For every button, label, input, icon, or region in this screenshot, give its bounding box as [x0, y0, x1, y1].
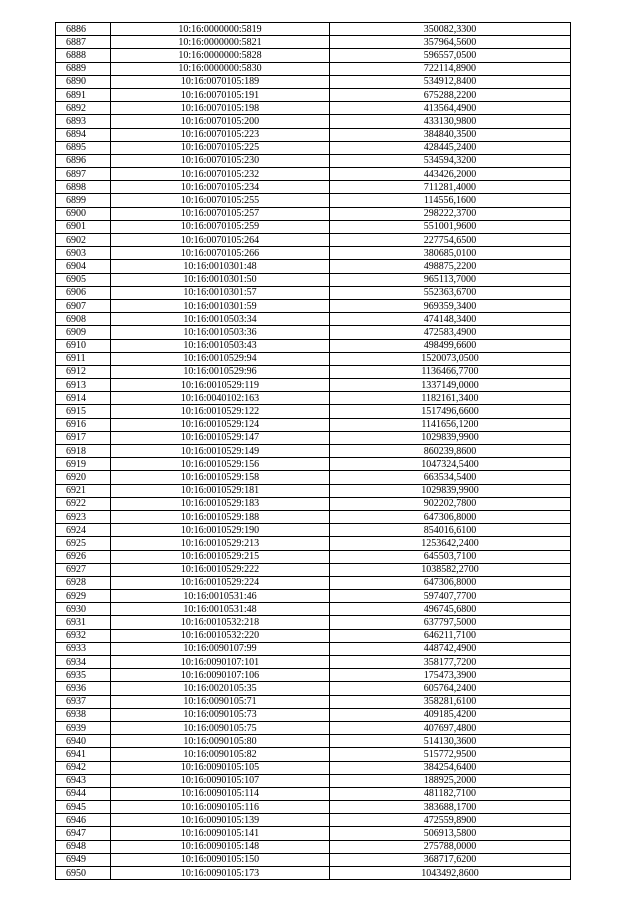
cadastral-number-cell: 10:16:0010529:158 [111, 471, 330, 484]
row-number-cell: 6917 [56, 431, 111, 444]
table-row [56, 708, 571, 721]
row-number-cell: 6934 [56, 656, 111, 669]
row-number-cell: 6910 [56, 339, 111, 352]
row-number-cell: 6915 [56, 405, 111, 418]
cadastral-number-cell: 10:16:0010529:215 [111, 550, 330, 563]
table-row [56, 827, 571, 840]
cadastral-number-cell: 10:16:0010301:57 [111, 286, 330, 299]
cadastral-number-cell: 10:16:0070105:259 [111, 220, 330, 233]
cadastral-number-cell: 10:16:0010529:213 [111, 537, 330, 550]
cadastral-value-cell: 514130,3600 [330, 735, 571, 748]
row-number-cell: 6900 [56, 207, 111, 220]
cadastral-number-cell: 10:16:0020105:35 [111, 682, 330, 695]
cadastral-value-cell: 383688,1700 [330, 801, 571, 814]
table-row [56, 510, 571, 523]
cadastral-number-cell: 10:16:0070105:223 [111, 128, 330, 141]
row-number-cell: 6940 [56, 735, 111, 748]
table-row [56, 642, 571, 655]
table-row [56, 840, 571, 853]
row-number-cell: 6947 [56, 827, 111, 840]
row-number-cell: 6895 [56, 141, 111, 154]
table-row [56, 75, 571, 88]
cadastral-number-cell: 10:16:0090105:116 [111, 801, 330, 814]
cadastral-number-cell: 10:16:0090105:141 [111, 827, 330, 840]
row-number-cell: 6888 [56, 49, 111, 62]
row-number-cell: 6898 [56, 181, 111, 194]
cadastral-number-cell: 10:16:0090105:71 [111, 695, 330, 708]
cadastral-value-cell: 368717,6200 [330, 853, 571, 866]
cadastral-value-cell: 474148,3400 [330, 313, 571, 326]
cadastral-number-cell: 10:16:0090105:107 [111, 774, 330, 787]
cadastral-value-table [55, 22, 571, 880]
table-row [56, 787, 571, 800]
cadastral-value-cell: 605764,2400 [330, 682, 571, 695]
cadastral-value-cell: 596557,0500 [330, 49, 571, 62]
row-number-cell: 6925 [56, 537, 111, 550]
cadastral-number-cell: 10:16:0010529:224 [111, 576, 330, 589]
cadastral-number-cell: 10:16:0070105:225 [111, 141, 330, 154]
cadastral-value-cell: 380685,0100 [330, 247, 571, 260]
cadastral-value-cell: 188925,2000 [330, 774, 571, 787]
row-number-cell: 6949 [56, 853, 111, 866]
table-row [56, 352, 571, 365]
table-row [56, 669, 571, 682]
cadastral-number-cell: 10:16:0090105:139 [111, 814, 330, 827]
cadastral-number-cell: 10:16:0070105:230 [111, 154, 330, 167]
table-row [56, 484, 571, 497]
cadastral-number-cell: 10:16:0010529:156 [111, 458, 330, 471]
table-row [56, 102, 571, 115]
row-number-cell: 6932 [56, 629, 111, 642]
row-number-cell: 6945 [56, 801, 111, 814]
table-row [56, 62, 571, 75]
cadastral-value-cell: 384840,3500 [330, 128, 571, 141]
cadastral-value-cell: 1517496,6600 [330, 405, 571, 418]
table-row [56, 286, 571, 299]
table-row [56, 273, 571, 286]
cadastral-value-cell: 534912,8400 [330, 75, 571, 88]
cadastral-value-cell: 647306,8000 [330, 576, 571, 589]
table-row [56, 497, 571, 510]
table-row [56, 405, 571, 418]
row-number-cell: 6935 [56, 669, 111, 682]
table-row [56, 721, 571, 734]
table-row [56, 247, 571, 260]
row-number-cell: 6891 [56, 88, 111, 101]
row-number-cell: 6897 [56, 168, 111, 181]
row-number-cell: 6892 [56, 102, 111, 115]
cadastral-value-cell: 1141656,1200 [330, 418, 571, 431]
cadastral-number-cell: 10:16:0000000:5821 [111, 36, 330, 49]
cadastral-number-cell: 10:16:0010301:50 [111, 273, 330, 286]
cadastral-value-cell: 496745,6800 [330, 603, 571, 616]
table-row [56, 682, 571, 695]
table-row [56, 418, 571, 431]
row-number-cell: 6912 [56, 365, 111, 378]
cadastral-number-cell: 10:16:0010529:222 [111, 563, 330, 576]
cadastral-number-cell: 10:16:0070105:198 [111, 102, 330, 115]
cadastral-value-cell: 472583,4900 [330, 326, 571, 339]
cadastral-number-cell: 10:16:0010529:183 [111, 497, 330, 510]
table-row [56, 801, 571, 814]
row-number-cell: 6909 [56, 326, 111, 339]
cadastral-value-cell: 1047324,5400 [330, 458, 571, 471]
table-row [56, 115, 571, 128]
table-row [56, 471, 571, 484]
row-number-cell: 6918 [56, 445, 111, 458]
cadastral-value-cell: 506913,5800 [330, 827, 571, 840]
table-row [56, 431, 571, 444]
row-number-cell: 6942 [56, 761, 111, 774]
table-row [56, 326, 571, 339]
cadastral-number-cell: 10:16:0090107:106 [111, 669, 330, 682]
cadastral-value-cell: 860239,8600 [330, 445, 571, 458]
row-number-cell: 6938 [56, 708, 111, 721]
cadastral-value-cell: 1253642,2400 [330, 537, 571, 550]
cadastral-value-cell: 227754,6500 [330, 234, 571, 247]
cadastral-value-cell: 597407,7700 [330, 590, 571, 603]
table-row [56, 576, 571, 589]
cadastral-value-cell: 969359,3400 [330, 299, 571, 312]
cadastral-number-cell: 10:16:0090107:99 [111, 642, 330, 655]
table-row [56, 656, 571, 669]
cadastral-value-cell: 645503,7100 [330, 550, 571, 563]
table-row [56, 616, 571, 629]
row-number-cell: 6919 [56, 458, 111, 471]
row-number-cell: 6921 [56, 484, 111, 497]
cadastral-number-cell: 10:16:0010531:48 [111, 603, 330, 616]
cadastral-value-cell: 1038582,2700 [330, 563, 571, 576]
table-row [56, 339, 571, 352]
table-row [56, 748, 571, 761]
cadastral-value-cell: 481182,7100 [330, 787, 571, 800]
table-row [56, 36, 571, 49]
cadastral-value-cell: 407697,4800 [330, 721, 571, 734]
table-row [56, 537, 571, 550]
cadastral-value-cell: 722114,8900 [330, 62, 571, 75]
table-row [56, 867, 571, 880]
row-number-cell: 6923 [56, 510, 111, 523]
row-number-cell: 6904 [56, 260, 111, 273]
cadastral-value-cell: 515772,9500 [330, 748, 571, 761]
cadastral-number-cell: 10:16:0010529:147 [111, 431, 330, 444]
table-row [56, 392, 571, 405]
row-number-cell: 6905 [56, 273, 111, 286]
cadastral-number-cell: 10:16:0070105:232 [111, 168, 330, 181]
table-row [56, 194, 571, 207]
cadastral-number-cell: 10:16:0070105:255 [111, 194, 330, 207]
row-number-cell: 6944 [56, 787, 111, 800]
row-number-cell: 6926 [56, 550, 111, 563]
row-number-cell: 6929 [56, 590, 111, 603]
cadastral-number-cell: 10:16:0010529:94 [111, 352, 330, 365]
cadastral-number-cell: 10:16:0090105:75 [111, 721, 330, 734]
row-number-cell: 6928 [56, 576, 111, 589]
cadastral-number-cell: 10:16:0010529:124 [111, 418, 330, 431]
cadastral-value-cell: 409185,4200 [330, 708, 571, 721]
cadastral-value-cell: 498875,2200 [330, 260, 571, 273]
row-number-cell: 6950 [56, 867, 111, 880]
cadastral-number-cell: 10:16:0070105:264 [111, 234, 330, 247]
row-number-cell: 6946 [56, 814, 111, 827]
cadastral-number-cell: 10:16:0010529:119 [111, 379, 330, 392]
cadastral-number-cell: 10:16:0010301:59 [111, 299, 330, 312]
cadastral-number-cell: 10:16:0090105:73 [111, 708, 330, 721]
cadastral-value-cell: 1182161,3400 [330, 392, 571, 405]
row-number-cell: 6922 [56, 497, 111, 510]
table-row [56, 774, 571, 787]
cadastral-number-cell: 10:16:0010503:43 [111, 339, 330, 352]
row-number-cell: 6936 [56, 682, 111, 695]
cadastral-number-cell: 10:16:0010529:122 [111, 405, 330, 418]
cadastral-number-cell: 10:16:0090105:173 [111, 867, 330, 880]
cadastral-number-cell: 10:16:0000000:5828 [111, 49, 330, 62]
cadastral-number-cell: 10:16:0000000:5819 [111, 23, 330, 36]
cadastral-number-cell: 10:16:0010532:218 [111, 616, 330, 629]
cadastral-number-cell: 10:16:0090105:150 [111, 853, 330, 866]
cadastral-value-cell: 175473,3900 [330, 669, 571, 682]
table-row [56, 23, 571, 36]
cadastral-value-cell: 1029839,9900 [330, 431, 571, 444]
row-number-cell: 6902 [56, 234, 111, 247]
cadastral-value-cell: 854016,6100 [330, 524, 571, 537]
cadastral-number-cell: 10:16:0010529:149 [111, 445, 330, 458]
row-number-cell: 6899 [56, 194, 111, 207]
cadastral-value-cell: 358281,6100 [330, 695, 571, 708]
cadastral-value-cell: 358177,7200 [330, 656, 571, 669]
table-row [56, 181, 571, 194]
table-row [56, 603, 571, 616]
cadastral-value-cell: 433130,9800 [330, 115, 571, 128]
cadastral-number-cell: 10:16:0010531:46 [111, 590, 330, 603]
table-row [56, 168, 571, 181]
cadastral-value-cell: 1337149,0000 [330, 379, 571, 392]
cadastral-value-cell: 1136466,7700 [330, 365, 571, 378]
table-row [56, 141, 571, 154]
cadastral-number-cell: 10:16:0010529:96 [111, 365, 330, 378]
row-number-cell: 6913 [56, 379, 111, 392]
cadastral-number-cell: 10:16:0070105:257 [111, 207, 330, 220]
row-number-cell: 6930 [56, 603, 111, 616]
cadastral-value-cell: 663534,5400 [330, 471, 571, 484]
table-row [56, 853, 571, 866]
cadastral-value-cell: 350082,3300 [330, 23, 571, 36]
table-row [56, 379, 571, 392]
table-row [56, 299, 571, 312]
table-row [56, 458, 571, 471]
cadastral-value-cell: 534594,3200 [330, 154, 571, 167]
cadastral-value-cell: 902202,7800 [330, 497, 571, 510]
row-number-cell: 6901 [56, 220, 111, 233]
cadastral-value-cell: 552363,6700 [330, 286, 571, 299]
table-row [56, 234, 571, 247]
cadastral-value-cell: 448742,4900 [330, 642, 571, 655]
table-body [56, 23, 571, 880]
cadastral-number-cell: 10:16:0040102:163 [111, 392, 330, 405]
row-number-cell: 6941 [56, 748, 111, 761]
cadastral-number-cell: 10:16:0070105:191 [111, 88, 330, 101]
row-number-cell: 6911 [56, 352, 111, 365]
cadastral-value-cell: 646211,7100 [330, 629, 571, 642]
table-row [56, 88, 571, 101]
cadastral-number-cell: 10:16:0090105:105 [111, 761, 330, 774]
cadastral-number-cell: 10:16:0000000:5830 [111, 62, 330, 75]
table-row [56, 207, 571, 220]
cadastral-value-cell: 551001,9600 [330, 220, 571, 233]
row-number-cell: 6937 [56, 695, 111, 708]
table-row [56, 629, 571, 642]
row-number-cell: 6924 [56, 524, 111, 537]
row-number-cell: 6943 [56, 774, 111, 787]
row-number-cell: 6889 [56, 62, 111, 75]
cadastral-number-cell: 10:16:0010503:34 [111, 313, 330, 326]
row-number-cell: 6887 [56, 36, 111, 49]
table-row [56, 154, 571, 167]
cadastral-number-cell: 10:16:0010503:36 [111, 326, 330, 339]
cadastral-value-cell: 384254,6400 [330, 761, 571, 774]
row-number-cell: 6906 [56, 286, 111, 299]
row-number-cell: 6916 [56, 418, 111, 431]
table-row [56, 49, 571, 62]
table-row [56, 445, 571, 458]
table-row [56, 563, 571, 576]
row-number-cell: 6890 [56, 75, 111, 88]
row-number-cell: 6914 [56, 392, 111, 405]
row-number-cell: 6894 [56, 128, 111, 141]
table-row [56, 590, 571, 603]
cadastral-value-cell: 413564,4900 [330, 102, 571, 115]
table-row [56, 313, 571, 326]
cadastral-value-cell: 1043492,8600 [330, 867, 571, 880]
cadastral-number-cell: 10:16:0090105:148 [111, 840, 330, 853]
table-row [56, 761, 571, 774]
row-number-cell: 6896 [56, 154, 111, 167]
row-number-cell: 6907 [56, 299, 111, 312]
cadastral-number-cell: 10:16:0070105:200 [111, 115, 330, 128]
cadastral-value-cell: 711281,4000 [330, 181, 571, 194]
row-number-cell: 6908 [56, 313, 111, 326]
cadastral-number-cell: 10:16:0010529:188 [111, 510, 330, 523]
cadastral-value-cell: 647306,8000 [330, 510, 571, 523]
cadastral-number-cell: 10:16:0070105:234 [111, 181, 330, 194]
table-row [56, 128, 571, 141]
cadastral-number-cell: 10:16:0010529:190 [111, 524, 330, 537]
cadastral-value-cell: 472559,8900 [330, 814, 571, 827]
table-row [56, 220, 571, 233]
cadastral-value-cell: 298222,3700 [330, 207, 571, 220]
cadastral-number-cell: 10:16:0090107:101 [111, 656, 330, 669]
table-row [56, 524, 571, 537]
row-number-cell: 6933 [56, 642, 111, 655]
cadastral-value-cell: 357964,5600 [330, 36, 571, 49]
table-row [56, 365, 571, 378]
cadastral-value-cell: 1520073,0500 [330, 352, 571, 365]
cadastral-number-cell: 10:16:0010301:48 [111, 260, 330, 273]
row-number-cell: 6948 [56, 840, 111, 853]
cadastral-value-cell: 637797,5000 [330, 616, 571, 629]
table-row [56, 695, 571, 708]
cadastral-value-cell: 443426,2000 [330, 168, 571, 181]
table-row [56, 260, 571, 273]
cadastral-number-cell: 10:16:0090105:114 [111, 787, 330, 800]
cadastral-number-cell: 10:16:0090105:80 [111, 735, 330, 748]
cadastral-number-cell: 10:16:0090105:82 [111, 748, 330, 761]
cadastral-number-cell: 10:16:0010532:220 [111, 629, 330, 642]
row-number-cell: 6939 [56, 721, 111, 734]
row-number-cell: 6920 [56, 471, 111, 484]
cadastral-value-cell: 428445,2400 [330, 141, 571, 154]
cadastral-value-cell: 275788,0000 [330, 840, 571, 853]
cadastral-value-cell: 675288,2200 [330, 88, 571, 101]
cadastral-number-cell: 10:16:0010529:181 [111, 484, 330, 497]
table-row [56, 814, 571, 827]
row-number-cell: 6927 [56, 563, 111, 576]
cadastral-value-cell: 498499,6600 [330, 339, 571, 352]
cadastral-number-cell: 10:16:0070105:189 [111, 75, 330, 88]
cadastral-number-cell: 10:16:0070105:266 [111, 247, 330, 260]
row-number-cell: 6886 [56, 23, 111, 36]
table-row [56, 735, 571, 748]
cadastral-value-cell: 114556,1600 [330, 194, 571, 207]
row-number-cell: 6903 [56, 247, 111, 260]
table-row [56, 550, 571, 563]
cadastral-value-cell: 965113,7000 [330, 273, 571, 286]
row-number-cell: 6931 [56, 616, 111, 629]
cadastral-value-cell: 1029839,9900 [330, 484, 571, 497]
row-number-cell: 6893 [56, 115, 111, 128]
